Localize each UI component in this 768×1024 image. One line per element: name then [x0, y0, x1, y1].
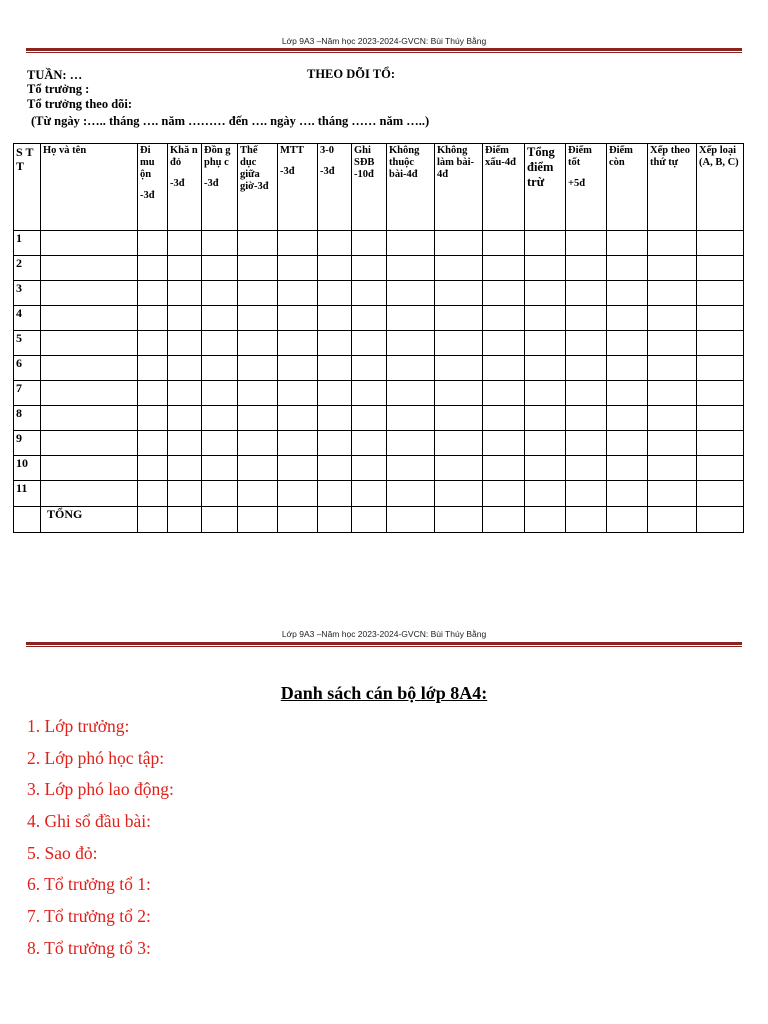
table-cell [387, 431, 435, 456]
table-cell [648, 406, 697, 431]
column-header-label: Ghi SĐB -10đ [354, 145, 375, 180]
table-cell [483, 381, 525, 406]
table-cell [566, 256, 607, 281]
table-cell [525, 356, 566, 381]
table-row [14, 481, 744, 507]
column-header-label: Không thuộc bài-4đ [389, 145, 420, 180]
table-cell [566, 431, 607, 456]
header-rule-1 [26, 48, 742, 53]
column-header-label: Điểm tốt [568, 145, 592, 168]
table-cell [387, 456, 435, 481]
table-cell [202, 356, 238, 381]
table-cell [387, 306, 435, 331]
table-cell [352, 231, 387, 256]
table-cell [387, 406, 435, 431]
table-cell [138, 481, 168, 507]
table-cell [525, 431, 566, 456]
table-cell [168, 356, 202, 381]
table-cell [483, 431, 525, 456]
table-cell [607, 456, 648, 481]
table-cell [41, 431, 138, 456]
table-cell [607, 281, 648, 306]
table-cell [483, 456, 525, 481]
table-cell [202, 456, 238, 481]
table-cell [138, 456, 168, 481]
row-number: 2 [14, 256, 41, 281]
table-cell [697, 306, 744, 331]
table-cell [238, 306, 278, 331]
table-cell [41, 231, 138, 256]
table-cell [318, 381, 352, 406]
table-cell [607, 481, 648, 507]
table-cell [697, 456, 744, 481]
table-cell [607, 431, 648, 456]
table-cell [483, 231, 525, 256]
officer-item: 5. Sao đỏ: [27, 842, 98, 863]
table-cell [318, 356, 352, 381]
column-header-points: -3đ [320, 166, 335, 177]
table-cell [138, 507, 168, 533]
table-cell [525, 331, 566, 356]
table-cell [278, 281, 318, 306]
table-cell [278, 231, 318, 256]
column-header [168, 144, 202, 231]
table-cell [435, 231, 483, 256]
table-cell [238, 507, 278, 533]
table-cell [435, 331, 483, 356]
column-header-label: Điểm còn [609, 145, 633, 168]
table-cell [697, 356, 744, 381]
table-cell [278, 406, 318, 431]
table-cell [435, 481, 483, 507]
table-cell [41, 356, 138, 381]
table-cell [607, 356, 648, 381]
table-cell [648, 356, 697, 381]
table-cell [697, 431, 744, 456]
table-cell [202, 306, 238, 331]
column-header [525, 144, 566, 231]
table-cell [648, 481, 697, 507]
column-header [607, 144, 648, 231]
table-cell [238, 331, 278, 356]
table-cell [697, 507, 744, 533]
table-cell [566, 406, 607, 431]
page-header-1: Lớp 9A3 –Năm học 2023-2024-GVCN: Bùi Thúy Bằng [281, 36, 487, 46]
table-cell [435, 256, 483, 281]
table-cell [202, 331, 238, 356]
table-cell [138, 356, 168, 381]
table-cell [352, 256, 387, 281]
table-cell [41, 406, 138, 431]
table-cell [168, 507, 202, 533]
table-cell [352, 331, 387, 356]
table-cell [168, 281, 202, 306]
table-cell [435, 381, 483, 406]
table-cell [352, 381, 387, 406]
officer-item: 1. Lớp trưởng: [27, 716, 130, 736]
table-row [14, 306, 744, 331]
table-row [14, 381, 744, 406]
table-cell [435, 456, 483, 481]
table-cell [566, 281, 607, 306]
table-cell [202, 481, 238, 507]
table-cell [318, 481, 352, 507]
officer-item: 4. Ghi sổ đầu bài: [27, 811, 151, 832]
table-cell [278, 481, 318, 507]
group-leader-label: Tổ trưởng : [27, 82, 90, 96]
table-row [14, 431, 744, 456]
table-cell [238, 381, 278, 406]
table-cell [278, 331, 318, 356]
table-cell [238, 406, 278, 431]
table-cell [697, 281, 744, 306]
table-cell [566, 507, 607, 533]
row-number: 7 [14, 381, 41, 406]
table-cell [318, 456, 352, 481]
column-header [278, 144, 318, 231]
table-cell [318, 431, 352, 456]
table-cell [138, 231, 168, 256]
table-cell [238, 356, 278, 381]
table-cell [387, 481, 435, 507]
column-header-points: -3đ [140, 190, 155, 201]
table-header-row [14, 144, 744, 231]
table-cell [278, 256, 318, 281]
table-cell [238, 256, 278, 281]
row-number: 11 [14, 481, 41, 507]
table-cell [41, 381, 138, 406]
table-cell [138, 431, 168, 456]
column-header [318, 144, 352, 231]
table-cell [352, 281, 387, 306]
table-cell [318, 507, 352, 533]
total-label: TỔNG [41, 507, 138, 533]
table-cell [352, 456, 387, 481]
column-header [435, 144, 483, 231]
table-cell [648, 431, 697, 456]
table-cell [318, 256, 352, 281]
table-cell [278, 507, 318, 533]
week-label: TUẦN: … [27, 68, 83, 82]
page-header-2: Lớp 9A3 –Năm học 2023-2024-GVCN: Bùi Thúy Bằng [281, 629, 487, 639]
table-row [14, 456, 744, 481]
table-cell [352, 406, 387, 431]
tracking-table [13, 143, 744, 533]
officer-item: 8. Tổ trưởng tổ 3: [27, 937, 151, 958]
table-row [14, 231, 744, 256]
table-cell [41, 456, 138, 481]
column-header [483, 144, 525, 231]
table-cell [138, 406, 168, 431]
table-cell [138, 331, 168, 356]
table-cell [483, 406, 525, 431]
table-cell [352, 481, 387, 507]
row-number: 6 [14, 356, 41, 381]
table-cell [41, 331, 138, 356]
table-cell [697, 331, 744, 356]
table-cell [168, 481, 202, 507]
table-cell [525, 507, 566, 533]
column-header-label: Tổng điểm trừ [527, 145, 555, 189]
table-cell [435, 406, 483, 431]
table-cell [435, 281, 483, 306]
table-cell [168, 406, 202, 431]
table-cell [697, 481, 744, 507]
table-cell [525, 481, 566, 507]
table-cell [202, 507, 238, 533]
table-cell [483, 256, 525, 281]
table-cell [483, 481, 525, 507]
table-cell [648, 281, 697, 306]
column-header-label: MTT [280, 145, 304, 156]
row-number: 4 [14, 306, 41, 331]
table-cell [607, 306, 648, 331]
table-cell [607, 507, 648, 533]
table-cell [525, 456, 566, 481]
table-cell [202, 256, 238, 281]
table-cell [648, 456, 697, 481]
table-cell [168, 331, 202, 356]
table-cell [483, 281, 525, 306]
table-cell [387, 381, 435, 406]
table-cell [202, 231, 238, 256]
table-cell [483, 356, 525, 381]
table-cell [202, 381, 238, 406]
table-cell [648, 256, 697, 281]
table-cell [607, 406, 648, 431]
column-header [41, 144, 138, 231]
officer-item: 7. Tổ trưởng tổ 2: [27, 906, 151, 927]
table-cell [202, 281, 238, 306]
officer-item: 6. Tổ trưởng tổ 1: [27, 874, 151, 895]
table-cell [14, 507, 41, 533]
table-cell [318, 331, 352, 356]
column-header-label: Đi mu ộn [140, 145, 155, 180]
table-cell [566, 356, 607, 381]
table-cell [697, 381, 744, 406]
column-header [387, 144, 435, 231]
officers-title: Danh sách cán bộ lớp 8A4: [280, 683, 488, 703]
table-cell [607, 381, 648, 406]
table-cell [525, 256, 566, 281]
table-cell [278, 356, 318, 381]
column-header-points: -3đ [170, 178, 185, 189]
table-cell [238, 481, 278, 507]
tracking-leader-label: Tổ trưởng theo dõi: [27, 97, 133, 111]
table-cell [607, 231, 648, 256]
table-cell [525, 381, 566, 406]
table-cell [138, 256, 168, 281]
table-cell [352, 306, 387, 331]
group-tracking-label: THEO DÕI TỔ: [307, 67, 395, 81]
table-cell [318, 306, 352, 331]
column-header-label: Khă n đỏ [170, 145, 198, 168]
row-number: 10 [14, 456, 41, 481]
table-cell [168, 381, 202, 406]
table-cell [387, 256, 435, 281]
table-cell [278, 431, 318, 456]
table-cell [525, 306, 566, 331]
table-cell [352, 356, 387, 381]
row-number: 8 [14, 406, 41, 431]
table-cell [525, 406, 566, 431]
column-header-label: Xếp theo thứ tự [650, 145, 690, 168]
table-cell [168, 256, 202, 281]
table-cell [566, 456, 607, 481]
table-cell [41, 256, 138, 281]
table-row [14, 281, 744, 306]
column-header-label: Điểm xấu-4đ [485, 145, 516, 168]
column-header-label: Họ và tên [43, 145, 87, 156]
table-cell [318, 406, 352, 431]
table-cell [483, 507, 525, 533]
table-cell [202, 431, 238, 456]
table-row [14, 256, 744, 281]
date-range-label: (Từ ngày :….. tháng …. năm ……… đến …. ngày …. tháng …… năm …..) [31, 114, 430, 128]
table-cell [566, 381, 607, 406]
table-cell [168, 306, 202, 331]
column-header-points: -3đ [280, 166, 295, 177]
column-header-points: -3đ [204, 178, 219, 189]
table-cell [648, 507, 697, 533]
column-header [566, 144, 607, 231]
table-cell [387, 331, 435, 356]
table-cell [352, 431, 387, 456]
table-cell [525, 281, 566, 306]
row-number: 9 [14, 431, 41, 456]
column-header-label: S T T [16, 145, 34, 173]
column-header [238, 144, 278, 231]
table-cell [566, 481, 607, 507]
column-header [202, 144, 238, 231]
table-cell [318, 281, 352, 306]
table-cell [435, 507, 483, 533]
column-header [352, 144, 387, 231]
table-cell [566, 231, 607, 256]
table-cell [318, 231, 352, 256]
table-cell [525, 231, 566, 256]
table-cell [648, 331, 697, 356]
table-cell [483, 331, 525, 356]
table-cell [387, 281, 435, 306]
table-cell [483, 306, 525, 331]
table-cell [387, 231, 435, 256]
table-cell [435, 306, 483, 331]
table-cell [607, 331, 648, 356]
officer-item: 2. Lớp phó học tập: [27, 747, 165, 768]
table-row [14, 331, 744, 356]
table-cell [278, 456, 318, 481]
column-header-label: Không làm bài-4đ [437, 145, 475, 180]
table-cell [41, 306, 138, 331]
table-cell [168, 456, 202, 481]
table-cell [278, 306, 318, 331]
column-header [697, 144, 744, 231]
table-cell [697, 256, 744, 281]
table-row [14, 406, 744, 431]
table-cell [566, 306, 607, 331]
column-header-label: Đồn g phụ c [204, 145, 231, 168]
row-number: 3 [14, 281, 41, 306]
table-row [14, 356, 744, 381]
table-cell [435, 431, 483, 456]
column-header [648, 144, 697, 231]
column-header-label: Thể dục giữa giờ-3đ [240, 145, 269, 192]
column-header-label: Xếp loại (A, B, C) [699, 145, 739, 168]
table-cell [41, 481, 138, 507]
table-cell [238, 456, 278, 481]
table-cell [238, 281, 278, 306]
column-header [138, 144, 168, 231]
officer-item: 3. Lớp phó lao động: [27, 779, 174, 800]
table-cell [238, 431, 278, 456]
table-cell [566, 331, 607, 356]
total-row [14, 507, 744, 533]
column-header-points: +5đ [568, 178, 586, 189]
table-cell [138, 281, 168, 306]
officers-list [27, 714, 174, 968]
table-cell [168, 231, 202, 256]
table-cell [648, 381, 697, 406]
table-cell [278, 381, 318, 406]
table-cell [648, 306, 697, 331]
table-cell [202, 406, 238, 431]
header-rule-2 [26, 642, 742, 647]
table-cell [387, 356, 435, 381]
column-header-label: 3-0 [320, 145, 334, 156]
row-number: 1 [14, 231, 41, 256]
row-number: 5 [14, 331, 41, 356]
table-cell [138, 306, 168, 331]
table-cell [138, 381, 168, 406]
table-cell [352, 507, 387, 533]
table-cell [697, 231, 744, 256]
table-cell [607, 256, 648, 281]
table-cell [648, 231, 697, 256]
table-cell [435, 356, 483, 381]
table-cell [41, 281, 138, 306]
table-cell [238, 231, 278, 256]
table-cell [697, 406, 744, 431]
column-header [14, 144, 41, 231]
table-cell [168, 431, 202, 456]
table-body [14, 231, 744, 533]
table-cell [387, 507, 435, 533]
